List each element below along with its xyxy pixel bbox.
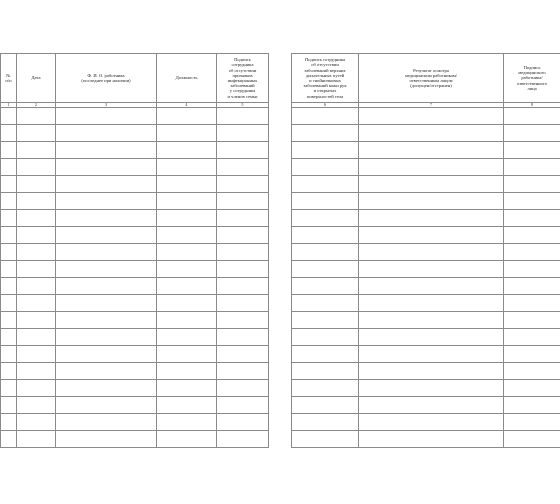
table-cell xyxy=(217,261,269,278)
table-cell xyxy=(157,210,217,227)
table-cell xyxy=(504,227,560,244)
table-cell xyxy=(17,193,56,210)
table-cell xyxy=(217,329,269,346)
right-header-row xyxy=(292,54,560,103)
table-cell xyxy=(359,244,504,261)
table-cell xyxy=(217,414,269,431)
table-cell xyxy=(217,397,269,414)
left-table-row xyxy=(1,142,269,159)
table-cell xyxy=(56,329,157,346)
table-cell xyxy=(157,312,217,329)
table-cell xyxy=(1,397,17,414)
table-cell xyxy=(217,125,269,142)
table-cell xyxy=(157,176,217,193)
table-cell xyxy=(504,414,560,431)
table-cell xyxy=(504,125,560,142)
table-cell xyxy=(359,261,504,278)
right-table-row xyxy=(292,431,560,448)
table-cell xyxy=(1,193,17,210)
table-cell xyxy=(217,363,269,380)
header-position: Должность xyxy=(157,54,217,103)
table-cell xyxy=(17,414,56,431)
table-cell xyxy=(292,176,359,193)
table-cell xyxy=(17,380,56,397)
table-cell xyxy=(56,108,157,125)
table-cell xyxy=(1,329,17,346)
table-cell xyxy=(157,108,217,125)
table-cell xyxy=(56,176,157,193)
table-cell xyxy=(217,210,269,227)
table-cell xyxy=(504,363,560,380)
table-cell xyxy=(56,261,157,278)
left-table-row xyxy=(1,329,269,346)
header-row-number: № п/п xyxy=(1,54,17,103)
table-cell xyxy=(359,193,504,210)
table-cell xyxy=(17,108,56,125)
table-cell xyxy=(359,329,504,346)
right-table-row xyxy=(292,261,560,278)
left-table-row xyxy=(1,312,269,329)
table-cell xyxy=(292,414,359,431)
table-cell xyxy=(359,159,504,176)
table-cell xyxy=(1,312,17,329)
table-cell xyxy=(1,176,17,193)
table-cell xyxy=(157,261,217,278)
column-number: 1 xyxy=(1,103,17,108)
table-cell xyxy=(157,227,217,244)
table-cell xyxy=(1,159,17,176)
table-cell xyxy=(157,125,217,142)
table-cell xyxy=(217,159,269,176)
table-cell xyxy=(17,210,56,227)
table-cell xyxy=(504,329,560,346)
left-table-row xyxy=(1,380,269,397)
table-cell xyxy=(292,278,359,295)
table-cell xyxy=(359,363,504,380)
table-cell xyxy=(292,363,359,380)
table-cell xyxy=(1,431,17,448)
header-signature-no-infection: Подпись сотрудника об отсутствии признаков инфекционных заболеваний у сотрудника и членов семьи xyxy=(217,54,269,103)
table-cell xyxy=(1,142,17,159)
table-cell xyxy=(1,261,17,278)
table-cell xyxy=(157,159,217,176)
left-table-row xyxy=(1,108,269,125)
column-number: 6 xyxy=(292,103,359,108)
right-table-row xyxy=(292,363,560,380)
table-cell xyxy=(504,193,560,210)
table-cell xyxy=(56,380,157,397)
table-cell xyxy=(217,244,269,261)
table-cell xyxy=(504,380,560,397)
table-cell xyxy=(292,295,359,312)
table-cell xyxy=(504,176,560,193)
table-cell xyxy=(1,125,17,142)
table-cell xyxy=(56,295,157,312)
left-header-row xyxy=(1,54,269,103)
table-cell xyxy=(157,244,217,261)
table-cell xyxy=(217,312,269,329)
table-cell xyxy=(157,346,217,363)
right-table-row xyxy=(292,159,560,176)
table-cell xyxy=(359,176,504,193)
right-table-row xyxy=(292,142,560,159)
right-table-row xyxy=(292,227,560,244)
table-cell xyxy=(157,295,217,312)
table-cell xyxy=(17,397,56,414)
table-cell xyxy=(56,125,157,142)
table-cell xyxy=(292,210,359,227)
table-cell xyxy=(504,142,560,159)
table-cell xyxy=(56,414,157,431)
right-table-row xyxy=(292,193,560,210)
left-table-row xyxy=(1,176,269,193)
right-table-row xyxy=(292,278,560,295)
table-cell xyxy=(1,346,17,363)
table-cell xyxy=(17,329,56,346)
left-table-row xyxy=(1,414,269,431)
column-number: 8 xyxy=(504,103,560,108)
table-cell xyxy=(359,380,504,397)
right-table-row xyxy=(292,108,560,125)
table-cell xyxy=(17,227,56,244)
table-cell xyxy=(17,295,56,312)
column-number: 7 xyxy=(359,103,504,108)
right-table-row xyxy=(292,210,560,227)
table-cell xyxy=(56,142,157,159)
left-table-row xyxy=(1,261,269,278)
table-cell xyxy=(292,159,359,176)
right-table-row xyxy=(292,295,560,312)
table-cell xyxy=(217,227,269,244)
table-cell xyxy=(157,193,217,210)
table-cell xyxy=(1,244,17,261)
table-cell xyxy=(217,380,269,397)
table-cell xyxy=(217,142,269,159)
table-cell xyxy=(359,346,504,363)
header-examination-result: Результат осмотра медицинским работником/ ответственным лицом (допущен/отстранен) xyxy=(359,54,504,103)
table-cell xyxy=(56,278,157,295)
left-table-row xyxy=(1,159,269,176)
table-cell xyxy=(504,210,560,227)
left-table-row xyxy=(1,210,269,227)
table-cell xyxy=(359,210,504,227)
table-cell xyxy=(359,295,504,312)
table-cell xyxy=(1,380,17,397)
table-cell xyxy=(17,159,56,176)
left-table-row xyxy=(1,431,269,448)
table-cell xyxy=(157,431,217,448)
left-table-row xyxy=(1,346,269,363)
right-table-row xyxy=(292,329,560,346)
table-cell xyxy=(359,431,504,448)
table-cell xyxy=(17,431,56,448)
table-cell xyxy=(292,227,359,244)
table-cell xyxy=(56,312,157,329)
left-table-row xyxy=(1,125,269,142)
table-cell xyxy=(504,431,560,448)
table-cell xyxy=(17,176,56,193)
table-cell xyxy=(292,142,359,159)
table-cell xyxy=(217,176,269,193)
table-cell xyxy=(292,261,359,278)
table-cell xyxy=(157,142,217,159)
table-cell xyxy=(504,346,560,363)
left-table-row xyxy=(1,193,269,210)
table-cell xyxy=(157,363,217,380)
table-cell xyxy=(17,312,56,329)
right-journal-table xyxy=(291,53,560,448)
header-employee-name: Ф. И. О. работника (последнее при наличии) xyxy=(56,54,157,103)
table-cell xyxy=(292,312,359,329)
table-cell xyxy=(359,414,504,431)
table-cell xyxy=(504,108,560,125)
table-cell xyxy=(56,397,157,414)
table-cell xyxy=(17,346,56,363)
table-cell xyxy=(217,431,269,448)
left-table-row xyxy=(1,295,269,312)
table-cell xyxy=(1,414,17,431)
column-number: 5 xyxy=(217,103,269,108)
table-cell xyxy=(17,142,56,159)
table-cell xyxy=(504,244,560,261)
right-table-row xyxy=(292,176,560,193)
left-table-row xyxy=(1,278,269,295)
table-cell xyxy=(56,159,157,176)
table-cell xyxy=(56,244,157,261)
table-cell xyxy=(56,346,157,363)
table-cell xyxy=(56,210,157,227)
table-cell xyxy=(17,244,56,261)
table-cell xyxy=(157,278,217,295)
table-cell xyxy=(292,397,359,414)
table-cell xyxy=(504,295,560,312)
table-cell xyxy=(217,108,269,125)
table-cell xyxy=(1,295,17,312)
table-cell xyxy=(17,363,56,380)
column-number: 2 xyxy=(17,103,56,108)
table-cell xyxy=(292,125,359,142)
table-cell xyxy=(359,108,504,125)
table-cell xyxy=(359,397,504,414)
table-cell xyxy=(1,363,17,380)
left-table-row xyxy=(1,363,269,380)
left-table-row xyxy=(1,227,269,244)
table-cell xyxy=(359,142,504,159)
table-cell xyxy=(359,227,504,244)
header-date: Дата xyxy=(17,54,56,103)
table-cell xyxy=(56,363,157,380)
table-cell xyxy=(292,193,359,210)
left-journal-table xyxy=(0,53,269,448)
table-cell xyxy=(504,397,560,414)
table-cell xyxy=(17,261,56,278)
table-cell xyxy=(1,210,17,227)
table-cell xyxy=(504,261,560,278)
table-cell xyxy=(217,278,269,295)
right-table-row xyxy=(292,397,560,414)
right-table-row xyxy=(292,380,560,397)
table-cell xyxy=(359,278,504,295)
right-table-row xyxy=(292,312,560,329)
table-cell xyxy=(157,380,217,397)
table-cell xyxy=(56,431,157,448)
table-cell xyxy=(504,312,560,329)
right-table-row xyxy=(292,346,560,363)
table-cell xyxy=(292,244,359,261)
table-cell xyxy=(217,193,269,210)
table-cell xyxy=(1,108,17,125)
table-cell xyxy=(292,329,359,346)
left-table-row xyxy=(1,244,269,261)
right-table-row xyxy=(292,244,560,261)
table-cell xyxy=(359,125,504,142)
table-cell xyxy=(504,278,560,295)
table-cell xyxy=(157,414,217,431)
table-cell xyxy=(157,397,217,414)
table-cell xyxy=(292,380,359,397)
table-cell xyxy=(17,278,56,295)
right-table-row xyxy=(292,125,560,142)
table-cell xyxy=(157,329,217,346)
right-table-row xyxy=(292,414,560,431)
table-cell xyxy=(504,159,560,176)
header-signature-no-respiratory-skin-disease: Подпись сотрудника об отсутствии заболеваний верхних дыхательных путей и гнойничковых заболеваний кожи рук и открытых поверхностей тела xyxy=(292,54,359,103)
header-medical-worker-signature: Подпись медицинского работника/ ответственного лица xyxy=(504,54,560,103)
table-cell xyxy=(17,125,56,142)
table-cell xyxy=(292,431,359,448)
table-cell xyxy=(292,346,359,363)
table-cell xyxy=(56,227,157,244)
left-table-row xyxy=(1,397,269,414)
table-cell xyxy=(56,193,157,210)
table-cell xyxy=(217,295,269,312)
table-cell xyxy=(217,346,269,363)
column-number: 4 xyxy=(157,103,217,108)
table-cell xyxy=(1,278,17,295)
column-number: 3 xyxy=(56,103,157,108)
table-cell xyxy=(1,227,17,244)
table-cell xyxy=(292,108,359,125)
table-cell xyxy=(359,312,504,329)
